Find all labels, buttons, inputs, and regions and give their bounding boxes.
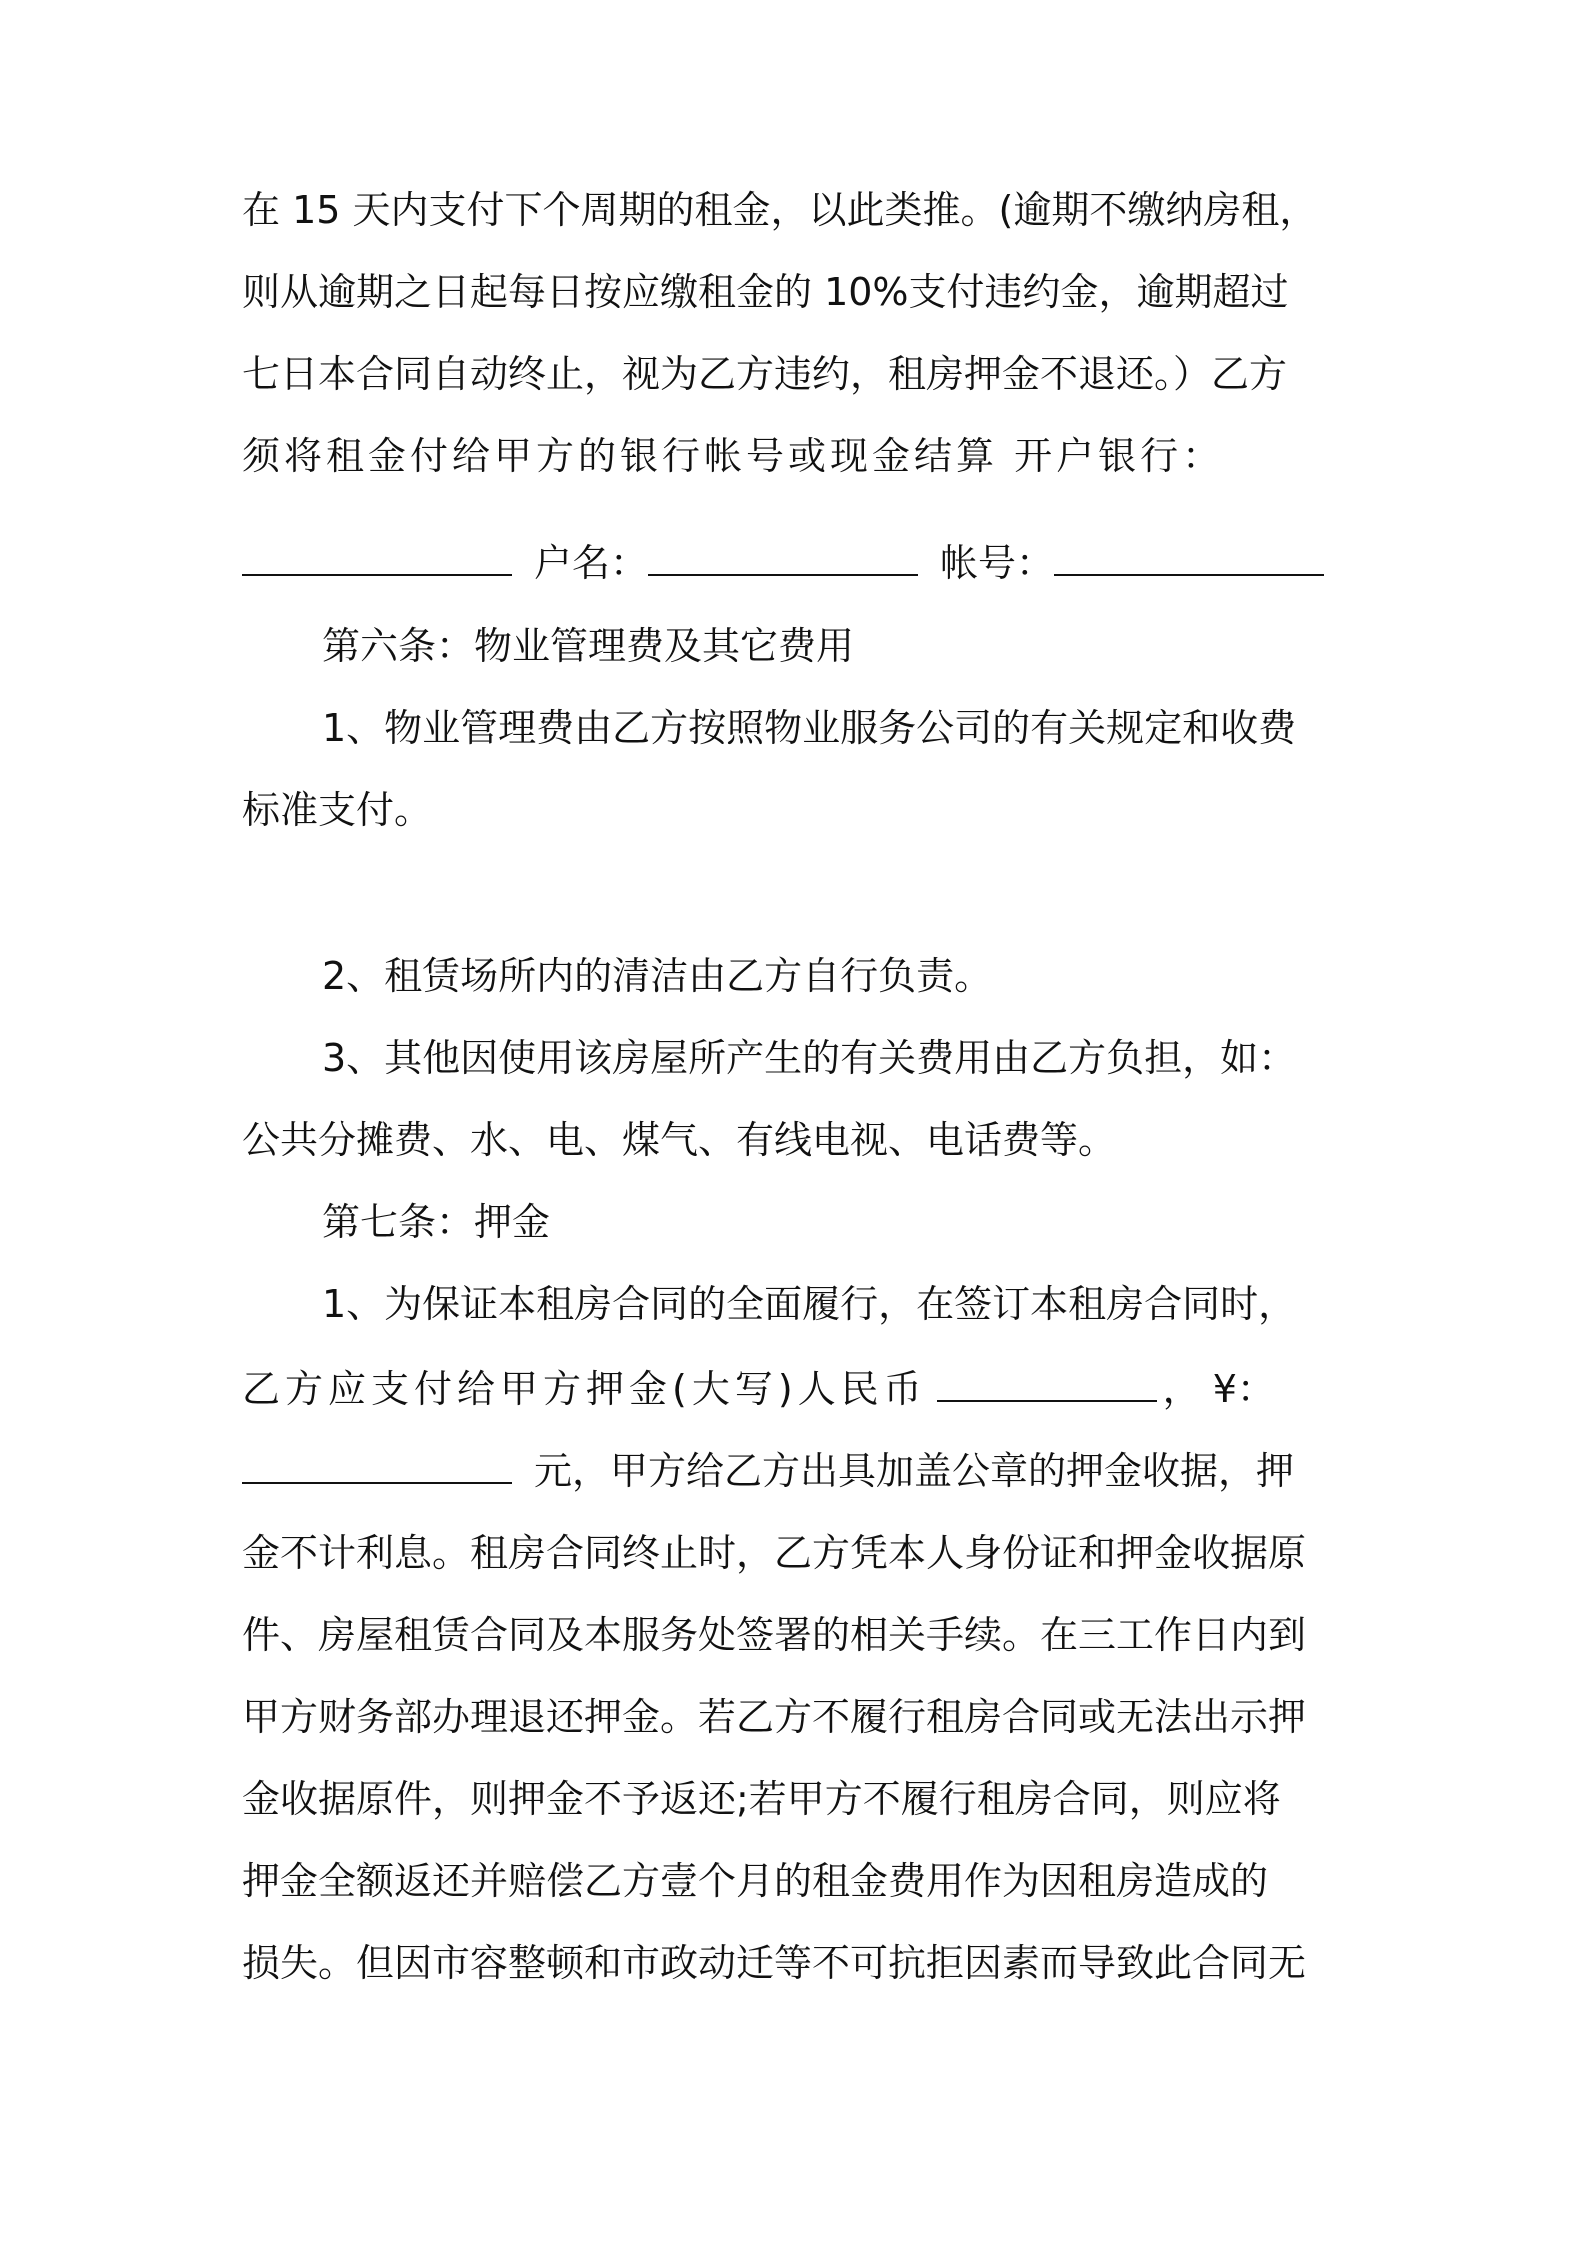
paragraph-line: 公共分摊费、水、电、煤气、有线电视、电话费等。 <box>242 1118 1117 1162</box>
deposit-amount-row <box>242 1365 1350 1413</box>
deposit-uppercase-blank[interactable] <box>937 1370 1157 1402</box>
account-number-blank[interactable] <box>1054 544 1324 576</box>
paragraph-line: 金收据原件，则押金不予返还;若甲方不履行租房合同，则应将 <box>242 1777 1281 1821</box>
paragraph-line: 须将租金付给甲方的银行帐号或现金结算 开户银行： <box>242 434 1225 478</box>
paragraph-line: 七日本合同自动终止，视为乙方违约，租房押金不退还。）乙方 <box>242 352 1288 396</box>
section-heading-7: 第七条：押金 <box>322 1200 551 1244</box>
paragraph-line: 标准支付。 <box>242 788 433 832</box>
paragraph-line: 1、物业管理费由乙方按照物业服务公司的有关规定和收费 <box>322 706 1297 750</box>
paragraph-line: 则从逾期之日起每日按应缴租金的 10%支付违约金，逾期超过 <box>242 270 1289 314</box>
deposit-receipt-row <box>242 1447 1350 1495</box>
paragraph-line: 损失。但因市容整顿和市政动迁等不可抗拒因素而导致此合同无 <box>242 1941 1307 1985</box>
paragraph-line: 1、为保证本租房合同的全面履行，在签订本租房合同时， <box>322 1282 1297 1326</box>
paragraph-line: 3、其他因使用该房屋所产生的有关费用由乙方负担，如： <box>322 1036 1297 1080</box>
section-heading-6: 第六条：物业管理费及其它费用 <box>322 624 855 668</box>
paragraph-line: 2、租赁场所内的清洁由乙方自行负责。 <box>322 954 993 998</box>
account-name-label: 户名： <box>534 541 649 585</box>
paragraph-line: 押金全额返还并赔偿乙方壹个月的租金费用作为因租房造成的 <box>242 1859 1269 1903</box>
yuan-sign-label: ， ¥： <box>1162 1367 1275 1411</box>
bank-name-blank[interactable] <box>242 544 512 576</box>
deposit-number-blank[interactable] <box>242 1452 512 1484</box>
paragraph-line: 件、房屋租赁合同及本服务处签署的相关手续。在三工作日内到 <box>242 1613 1307 1657</box>
account-name-blank[interactable] <box>648 544 918 576</box>
account-number-label: 帐号： <box>940 541 1055 585</box>
bank-fields-row <box>242 539 1350 587</box>
paragraph-line: 金不计利息。租房合同终止时，乙方凭本人身份证和押金收据原 <box>242 1531 1307 1575</box>
paragraph-line: 甲方财务部办理退还押金。若乙方不履行租房合同或无法出示押 <box>242 1695 1307 1739</box>
deposit-label: 乙方应支付给甲方押金(大写)人民币 <box>242 1367 927 1411</box>
paragraph-line: 元，甲方给乙方出具加盖公章的押金收据，押 <box>534 1449 1295 1493</box>
paragraph-line: 在 15 天内支付下个周期的租金，以此类推。(逾期不缴纳房租， <box>242 188 1318 232</box>
